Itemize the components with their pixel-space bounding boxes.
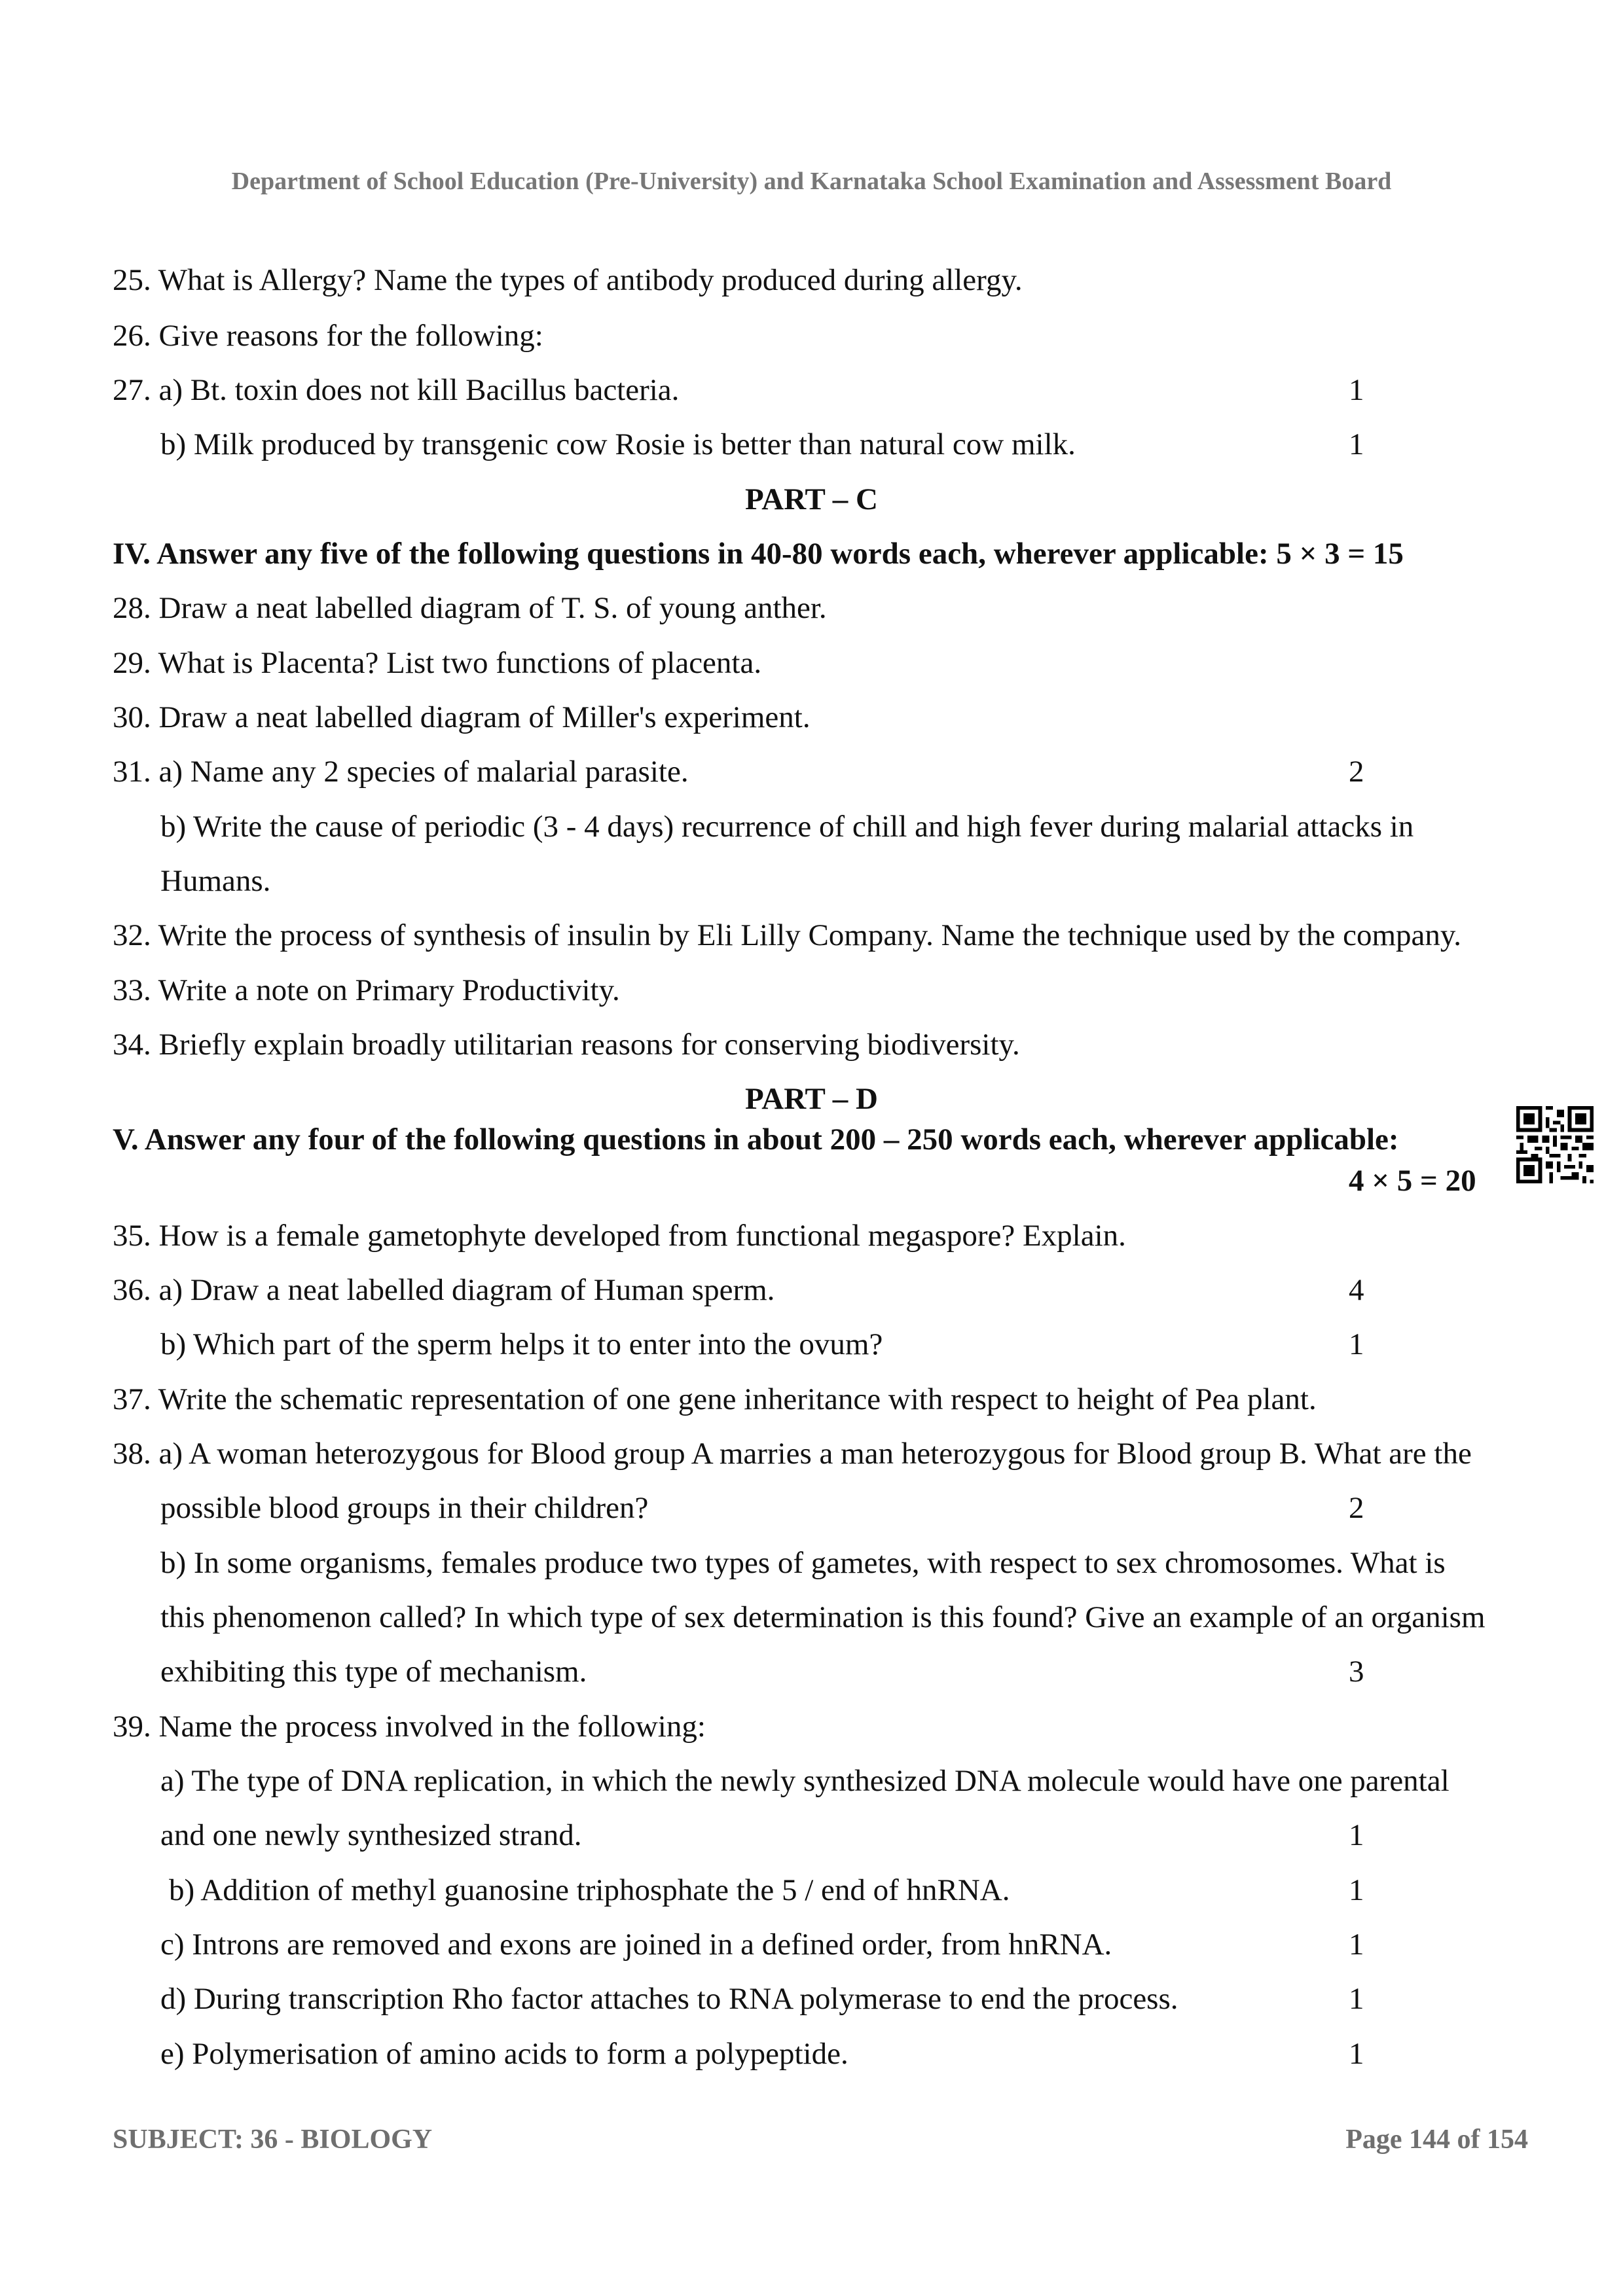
board-header: Department of School Education (Pre-University) and Karnataka School Examination and Assessment Board xyxy=(231,168,1392,195)
question-38a-cont: possible blood groups in their children? xyxy=(160,1491,649,1525)
question-38a: 38. a) A woman heterozygous for Blood group A marries a man heterozygous for Blood group B. What are the xyxy=(113,1437,1472,1471)
marks-39e: 1 xyxy=(1349,2037,1364,2071)
marks-39c: 1 xyxy=(1349,1928,1364,1962)
question-35: 35. How is a female gametophyte developed from functional megaspore? Explain. xyxy=(113,1219,1126,1253)
marks-39b: 1 xyxy=(1349,1873,1364,1907)
marks-27a: 1 xyxy=(1349,373,1364,407)
question-28: 28. Draw a neat labelled diagram of T. S. of young anther. xyxy=(113,591,827,625)
part-d-heading: PART – D xyxy=(745,1082,878,1116)
footer-page-number: Page 144 of 154 xyxy=(1345,2125,1528,2155)
marks-38a: 2 xyxy=(1349,1491,1364,1525)
question-39e: e) Polymerisation of amino acids to form a polypeptide. xyxy=(160,2037,848,2071)
question-39d: d) During transcription Rho factor attaches to RNA polymerase to end the process. xyxy=(160,1982,1178,2016)
question-38b-cont-1: this phenomenon called? In which type of sex determination is this found? Give an example of an organism xyxy=(160,1600,1486,1634)
question-27a: 27. a) Bt. toxin does not kill Bacillus bacteria. xyxy=(113,373,680,407)
question-30: 30. Draw a neat labelled diagram of Miller's experiment. xyxy=(113,700,811,734)
part-c-heading: PART – C xyxy=(745,482,878,516)
marks-39d: 1 xyxy=(1349,1982,1364,2016)
question-33: 33. Write a note on Primary Productivity. xyxy=(113,973,620,1007)
marks-31a: 2 xyxy=(1349,755,1364,789)
marks-39a: 1 xyxy=(1349,1818,1364,1852)
footer-subject: SUBJECT: 36 - BIOLOGY xyxy=(113,2125,433,2155)
marks-27b: 1 xyxy=(1349,427,1364,461)
question-25: 25. What is Allergy? Name the types of antibody produced during allergy. xyxy=(113,263,1023,297)
question-36b: b) Which part of the sperm helps it to enter into the ovum? xyxy=(160,1327,883,1361)
question-39a: a) The type of DNA replication, in which the newly synthesized DNA molecule would have one parental xyxy=(160,1764,1450,1798)
question-26: 26. Give reasons for the following: xyxy=(113,319,543,353)
question-38b: b) In some organisms, females produce two types of gametes, with respect to sex chromosomes. What is xyxy=(160,1546,1446,1580)
question-36a: 36. a) Draw a neat labelled diagram of Human sperm. xyxy=(113,1273,775,1307)
question-39a-cont: and one newly synthesized strand. xyxy=(160,1818,582,1852)
question-39: 39. Name the process involved in the following: xyxy=(113,1710,706,1744)
section-iv-instruction: IV. Answer any five of the following questions in 40-80 words each, wherever applicable: 5 × 3 = 15 xyxy=(113,537,1404,571)
question-29: 29. What is Placenta? List two functions of placenta. xyxy=(113,646,762,680)
question-38b-cont-2: exhibiting this type of mechanism. xyxy=(160,1655,587,1689)
question-39b: b) Addition of methyl guanosine triphosphate the 5 / end of hnRNA. xyxy=(169,1873,1010,1907)
section-v-instruction: V. Answer any four of the following questions in about 200 – 250 words each, wherever applicable: xyxy=(113,1122,1399,1157)
question-27b: b) Milk produced by transgenic cow Rosie is better than natural cow milk. xyxy=(160,427,1076,461)
question-32: 32. Write the process of synthesis of insulin by Eli Lilly Company. Name the technique used by the company. xyxy=(113,918,1462,952)
marks-36b: 1 xyxy=(1349,1327,1364,1361)
marks-38b: 3 xyxy=(1349,1655,1364,1689)
question-31b-cont: Humans. xyxy=(160,864,271,898)
question-37: 37. Write the schematic representation of one gene inheritance with respect to height of Pea plant. xyxy=(113,1382,1317,1416)
question-31a: 31. a) Name any 2 species of malarial parasite. xyxy=(113,755,689,789)
question-31b: b) Write the cause of periodic (3 - 4 days) recurrence of chill and high fever during malarial attacks in xyxy=(160,810,1414,844)
section-v-marks: 4 × 5 = 20 xyxy=(1349,1164,1476,1198)
marks-36a: 4 xyxy=(1349,1273,1364,1307)
qr-code-icon xyxy=(1516,1106,1594,1183)
question-39c: c) Introns are removed and exons are joined in a defined order, from hnRNA. xyxy=(160,1928,1112,1962)
question-34: 34. Briefly explain broadly utilitarian reasons for conserving biodiversity. xyxy=(113,1028,1020,1062)
